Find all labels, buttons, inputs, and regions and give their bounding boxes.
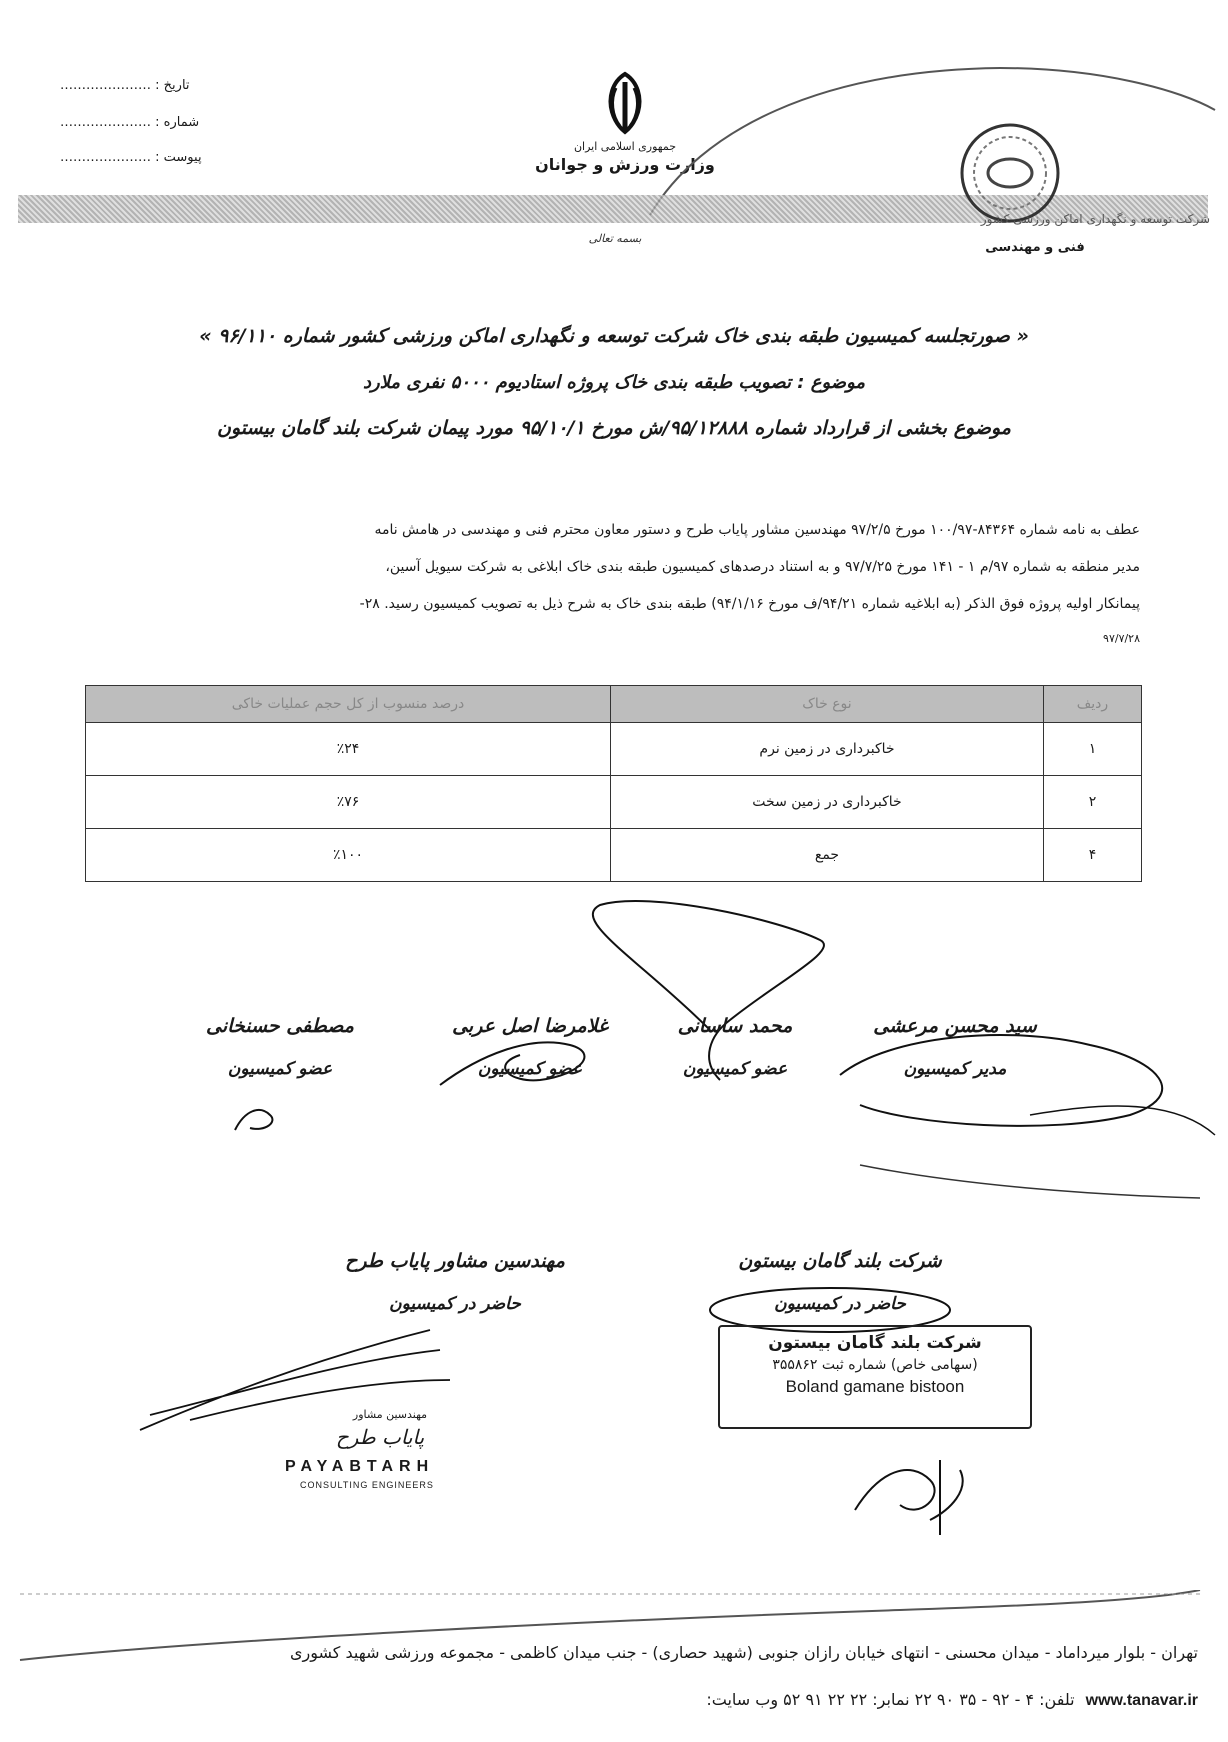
signatory-3 [430, 1015, 630, 1079]
table-row [86, 829, 1142, 882]
country-name: جمهوری اسلامی ایران [573, 140, 677, 153]
bistoon-stamp [718, 1325, 1032, 1429]
payab-stamp-latin-sub: CONSULTING ENGINEERS [300, 1480, 434, 1490]
signatory-2-role: عضو کمیسیون [682, 1059, 788, 1079]
header-percent: درصد منسوب از کل حجم عملیات خاکی [86, 686, 611, 723]
footer-contact [0, 1690, 1228, 1710]
department-name: فنی و مهندسی [985, 240, 1085, 255]
soil-type: خاکبرداری در زمین نرم [611, 723, 1044, 776]
title-line-3: موضوع بخشی از قرارداد شماره ۹۵/۱۲۸۸۸/ش مورخ ۹۵/۱۰/۱ مورد پیمان شرکت بلند گامان بیستون [217, 417, 1011, 439]
percent: ٪۷۶ [86, 776, 611, 829]
percent: ٪۲۴ [86, 723, 611, 776]
signature-separator [0, 1090, 1228, 1210]
bistoon-stamp-latin: Boland gamane bistoon [785, 1377, 965, 1396]
signatory-3-role: عضو کمیسیون [477, 1059, 583, 1079]
signatory-3-name: غلامرضا اصل عربی [452, 1015, 608, 1037]
title-line-1: « صورتجلسه کمیسیون طبقه بندی خاک شرکت توسعه و نگهداری اماکن ورزشی کشور شماره ۹۶/۱۱۰ » [199, 325, 1029, 347]
date-dots: ………………… [60, 78, 151, 93]
number-dots: ………………… [60, 115, 151, 130]
signatory-1-name: سید محسن مرعشی [873, 1015, 1037, 1037]
header-soil-type: نوع خاک [611, 686, 1044, 723]
footer-website[interactable]: www.tanavar.ir [1085, 1692, 1198, 1709]
ministry-name: وزارت ورزش و جوانان [535, 155, 715, 174]
soil-classification-table [85, 685, 1142, 882]
attendee-2-role: حاضر در کمیسیون [389, 1294, 521, 1314]
soil-type: جمع [611, 829, 1044, 882]
attendee-2 [300, 1250, 610, 1314]
attendee-1-name: شرکت بلند گامان بیستون [738, 1250, 942, 1272]
bistoon-signature [850, 1450, 980, 1540]
signatory-1-role: مدیر کمیسیون [903, 1059, 1007, 1079]
date-label: تاریخ : [155, 78, 190, 93]
signatory-1 [855, 1015, 1055, 1079]
payab-stamp-small: مهندسین مشاور [352, 1408, 428, 1421]
footer-address: تهران - بلوار میرداماد - میدان محسنی - انتهای خیابان رازان جنوبی (شهید حصاری) - جنب میدان کاظمی - مجموعه ورزشی شهید کشوری [289, 1643, 1198, 1662]
attachment-label: پیوست : [155, 150, 202, 165]
footer-phone: تلفن: ۴ - ۹۲ - ۳۵ ۹۰ ۲۲ نمابر: ۲۲ ۲۲ ۹۱ ۵۲ وب سایت: [706, 1690, 1075, 1709]
bistoon-stamp-line2: (سهامی خاص) شماره ثبت ۳۵۵۸۶۲ [772, 1357, 978, 1373]
bistoon-stamp-line1: شرکت بلند گامان بیستون [768, 1333, 982, 1353]
title-line-2: موضوع : تصویب طبقه بندی خاک پروژه استادیوم ۵۰۰۰ نفری ملارد [362, 372, 866, 393]
company-name: شرکت توسعه و نگهداری اماکن ورزشی کشور [980, 212, 1210, 226]
signatory-4-role: عضو کمیسیون [227, 1059, 333, 1079]
signatory-2 [655, 1015, 815, 1079]
table-row [86, 723, 1142, 776]
table-header-row [86, 686, 1142, 723]
signatory-2-name: محمد ساسانی [677, 1015, 793, 1037]
signatory-4 [190, 1015, 370, 1079]
body-line-1: عطف به نامه شماره ۸۴۳۶۴-۱۰۰/۹۷ مورخ ۹۷/۲/۵ مهندسین مشاور پایاب طرح و دستور معاون محترم فنی و مهندسی در هامش نامه [374, 522, 1140, 538]
attendee-2-name: مهندسین مشاور پایاب طرح [345, 1250, 565, 1272]
row-number: ۲ [1044, 776, 1142, 829]
body-line-2: مدیر منطقه به شماره ۹۷/م ۱ - ۱۴۱ مورخ ۹۷/۷/۲۵ و به استناد درصدهای کمیسیون طبقه بندی خاک ابلاغی به شرکت سیویل آسین، [385, 559, 1140, 575]
header-row-number: ردیف [1044, 686, 1142, 723]
body-line-3: پیمانکار اولیه پروژه فوق الذکر (به ابلاغیه شماره ۹۴/۲۱/ف مورخ ۹۴/۱/۱۶) طبقه بندی خاک به شرح ذیل به تصویب کمیسیون رسید. ۲۸- [359, 596, 1140, 612]
number-label: شماره : [155, 115, 200, 130]
soil-type: خاکبرداری در زمین سخت [611, 776, 1044, 829]
body-line-4: ۹۷/۷/۲۸ [1103, 632, 1140, 645]
row-number: ۴ [1044, 829, 1142, 882]
payab-stamp-fa: پایاب طرح [335, 1425, 425, 1449]
percent: ٪۱۰۰ [86, 829, 611, 882]
attendee-1-role: حاضر در کمیسیون [774, 1294, 906, 1314]
payab-stamp-latin: PAYABTARH [285, 1458, 435, 1475]
signatory-4-name: مصطفی حسنخانی [206, 1015, 354, 1037]
row-number: ۱ [1044, 723, 1142, 776]
attendee-2-signature [130, 1320, 460, 1440]
table-row [86, 776, 1142, 829]
attachment-dots: ………………… [60, 150, 151, 165]
handwritten-note: بسمه تعالی [588, 232, 642, 245]
